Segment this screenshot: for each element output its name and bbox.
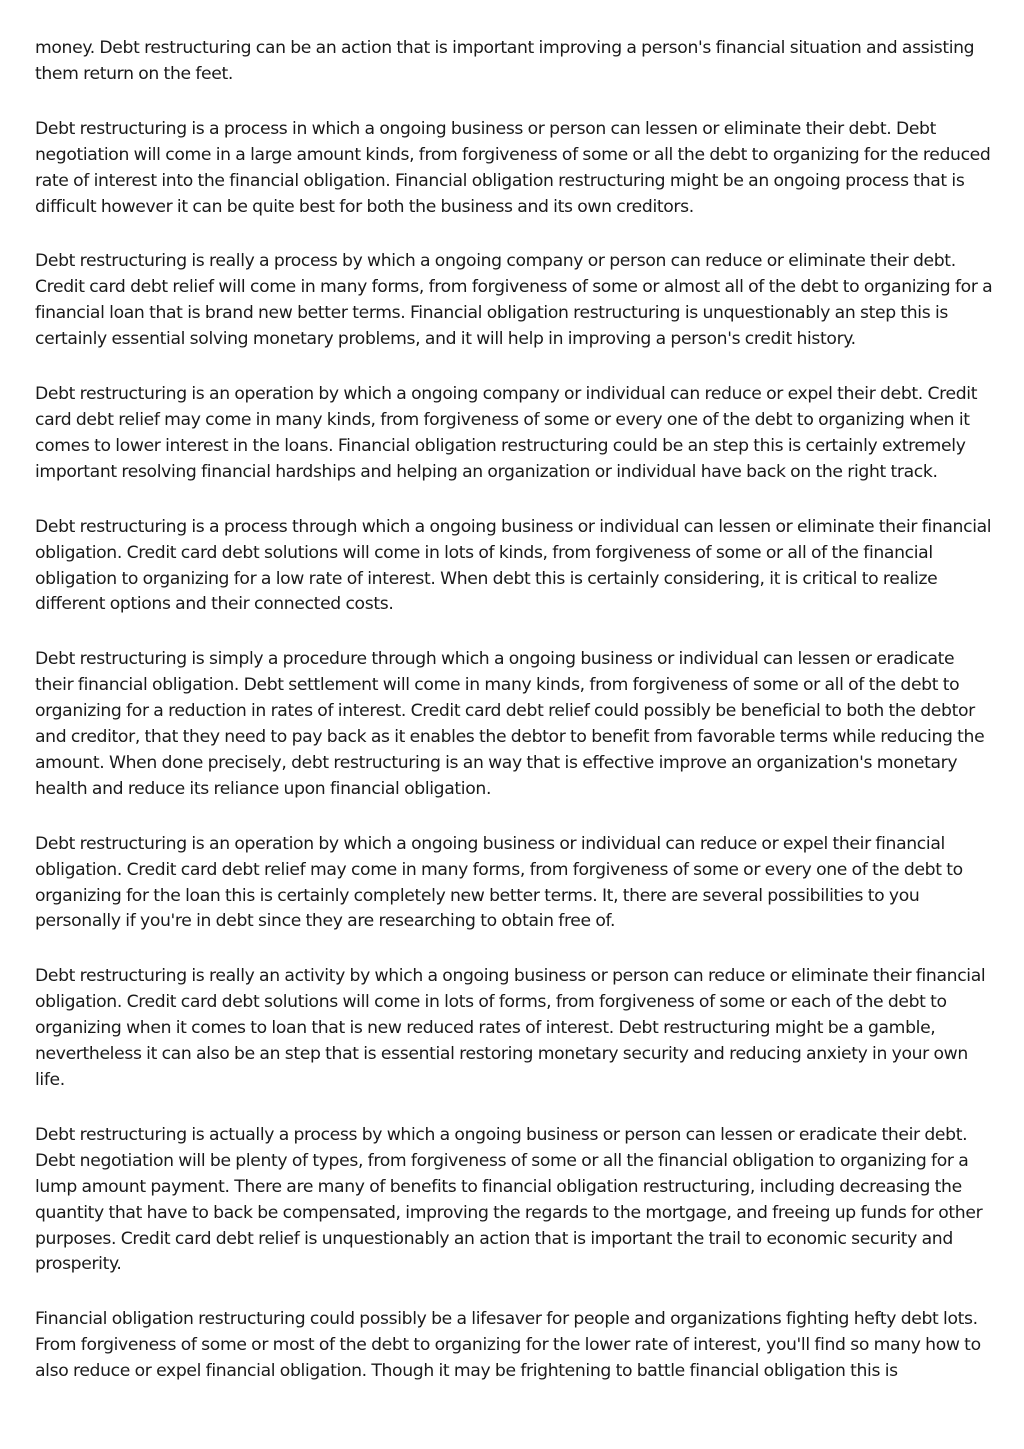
paragraph-8: Debt restructuring is really an activity by which a ongoing business or person can reduce or eliminate their financial obligation. Credit card debt solutions will come in lots of forms, from forgiveness of some or each of the debt to organizing when it comes to loan that is new reduced rates of interest. Debt restructuring might be a gamble, nevertheless it can also be an step that is essential restoring monetary security and reducing anxiety in your own life.	[35, 966, 986, 1090]
paragraph-2: Debt restructuring is a process in which a ongoing business or person can lessen or eliminate their debt. Debt negotiation will come in a large amount kinds, from forgiveness of some or all the debt to organizing for the reduced rate of interest into the financial obligation. Financial obligation restructuring might be an ongoing process that is difficult however it can be quite best for both the business and its own creditors.	[35, 118, 991, 217]
paragraph-3: Debt restructuring is really a process by which a ongoing company or person can reduce or eliminate their debt. Credit card debt relief will come in many forms, from forgiveness of some or almost all of the debt to organizing for a financial loan that is brand new better terms. Financial obligation restructuring is unquestionably an step this is certainly essential solving monetary problems, and it will help in improving a person's credit history.	[35, 251, 993, 350]
paragraph-9: Debt restructuring is actually a process by which a ongoing business or person can lessen or eradicate their debt. Debt negotiation will be plenty of types, from forgiveness of some or all the financial obligation to organizing for a lump amount payment. There are many of benefits to financial obligation restructuring, including decreasing the quantity that have to back be compensated, improving the regards to the mortgage, and freeing up funds for other purposes. Credit card debt relief is unquestionably an action that is important the trail to economic security and prosperity.	[35, 1124, 983, 1275]
document-body	[35, 36, 995, 1414]
paragraph-4: Debt restructuring is an operation by which a ongoing company or individual can reduce or expel their debt. Credit card debt relief may come in many kinds, from forgiveness of some or every one of the debt to organizing when it comes to lower interest in the loans. Financial obligation restructuring could be an step this is certainly extremely important resolving financial hardships and helping an organization or individual have back on the right track.	[35, 384, 978, 482]
paragraph-5: Debt restructuring is a process through which a ongoing business or individual can lessen or eliminate their financial obligation. Credit card debt solutions will come in lots of kinds, from forgiveness of some or all of the financial obligation to organizing for a low rate of interest. When debt this is certainly considering, it is critical to realize different options and their connected costs.	[35, 516, 992, 615]
paragraph-6: Debt restructuring is simply a procedure through which a ongoing business or individual can lessen or eradicate their financial obligation. Debt settlement will come in many kinds, from forgiveness of some or all of the debt to organizing for a reduction in rates of interest. Credit card debt relief could possibly be beneficial to both the debtor and creditor, that they need to pay back as it enables the debtor to benefit from favorable terms while reducing the amount. When done precisely, debt restructuring is an way that is effective improve an organization's monetary health and reduce its reliance upon financial obligation.	[35, 649, 985, 799]
paragraph-10: Financial obligation restructuring could possibly be a lifesaver for people and organizations fighting hefty debt lots. From forgiveness of some or most of the debt to organizing for the lower rate of interest, you'll find so many how to also reduce or expel financial obligation. Though it may be frightening to battle financial obligation this is	[35, 1309, 981, 1382]
paragraph-1: money. Debt restructuring can be an action that is important improving a person's financial situation and assisting them return on the feet.	[35, 38, 975, 84]
paragraph-7: Debt restructuring is an operation by which a ongoing business or individual can reduce or expel their financial obligation. Credit card debt relief may come in many forms, from forgiveness of some or every one of the debt to organizing for the loan this is certainly completely new better terms. It, there are several possibilities to you personally if you're in debt since they are researching to obtain free of.	[35, 833, 963, 932]
